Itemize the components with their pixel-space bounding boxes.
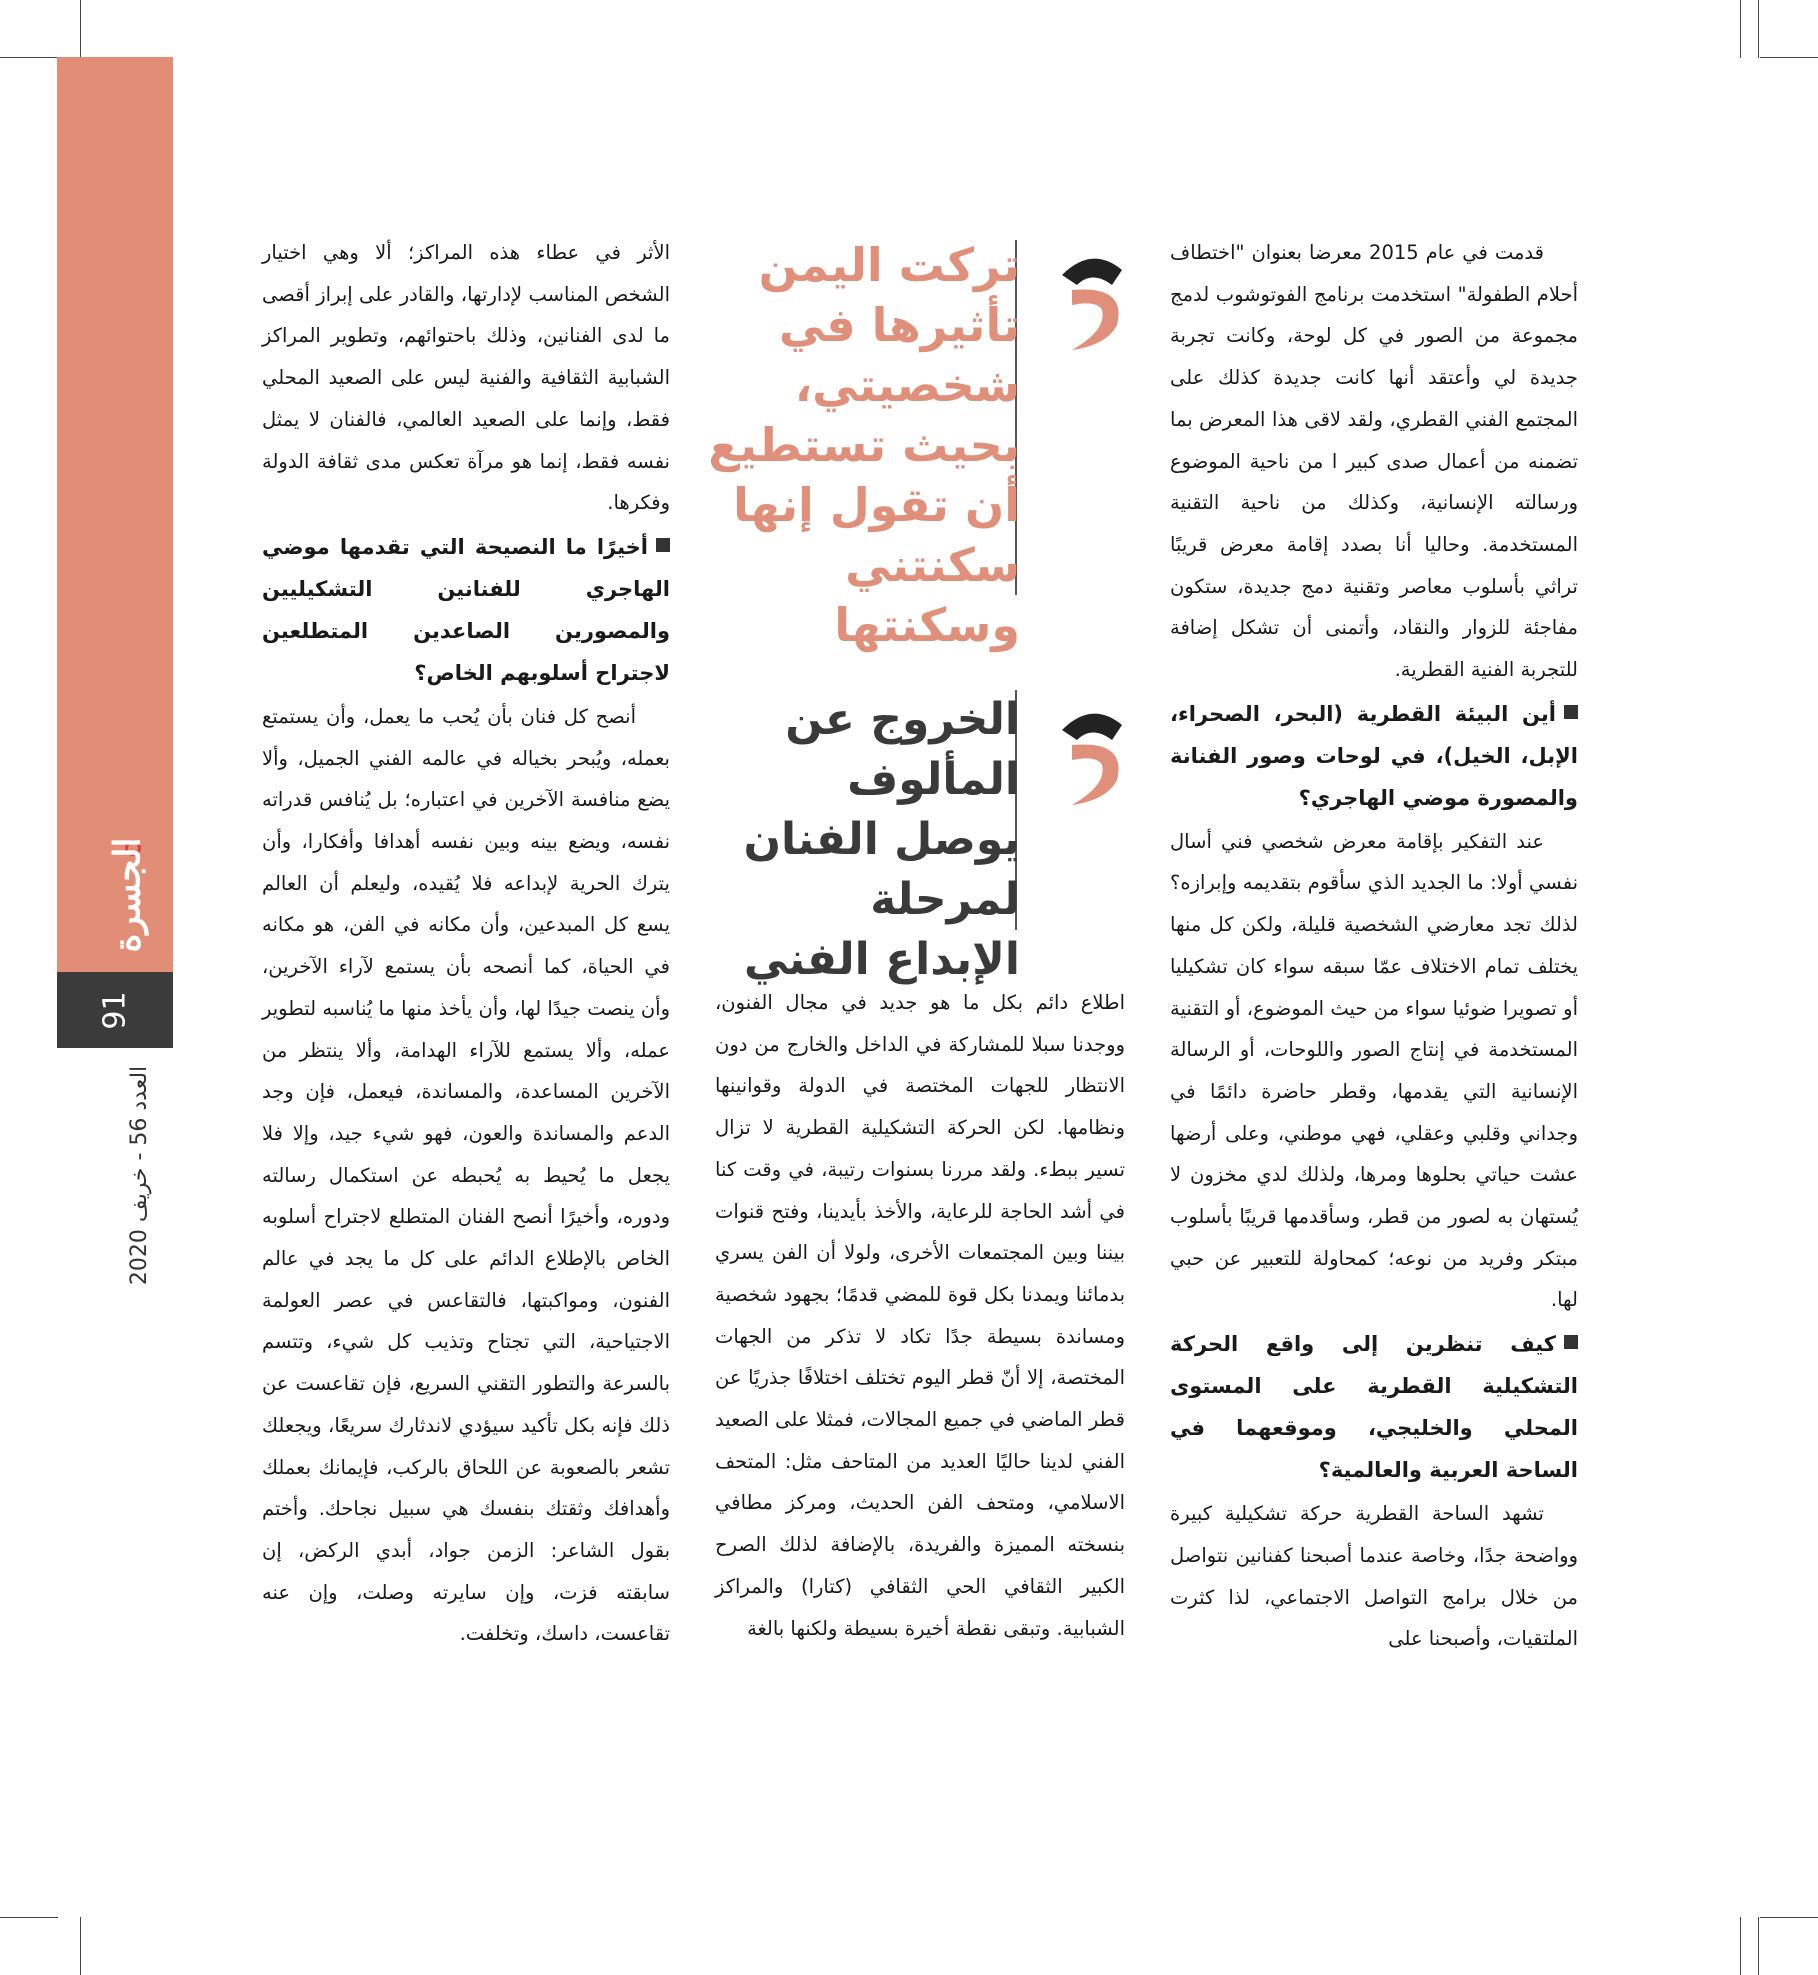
page-number-box [57, 972, 173, 1048]
question-text: أخيرًا ما النصيحة التي تقدمها موضي الهاجري للفنانين التشكيليين والمصورين الصاعدين المتطلعين لاجتراح أسلوبهم الخاص؟ [262, 534, 670, 685]
page-number: 91 [97, 990, 133, 1030]
left-paragraph-1: الأثر في عطاء هذه المراكز؛ ألا وهي اختيار الشخص المناسب لإدارتها، والقادر على إبراز أقصى ما لدى الفنانين، وذلك باحتوائهم، وتطوير المراكز الشبابية الثقافية والفنية ليس على الصعيد المحلي فقط، وإنما على الصعيد العالمي، فالفنان لا يمثل نفسه فقط، إنما هو مرآة تعكس مدى ثقافة الدولة وفكرها. [262, 241, 670, 515]
right-paragraph-3: تشهد الساحة القطرية حركة تشكيلية كبيرة وواضحة جدًا، وخاصة عندما أصبحنا كفنانين نتواصل من خلال برامج التواصل الاجتماعي، لذا كثرت الملتقيات، وأصبحنا على [1170, 1502, 1578, 1651]
crop-mark [80, 0, 81, 58]
crop-mark [1740, 0, 1741, 58]
logo-text: الجسرة [107, 837, 149, 953]
question-text: كيف تنظرين إلى واقع الحركة التشكيلية القطرية على المستوى المحلي والخليجي، وموقعهما في الساحة العربية والعالمية؟ [1170, 1332, 1578, 1483]
bullet-square-icon [1564, 705, 1578, 719]
question-text: أين البيئة القطرية (البحر، الصحراء، الإبل، الخيل)، في لوحات وصور الفنانة والمصورة موضي الهاجري؟ [1170, 701, 1578, 810]
crop-mark [80, 1917, 81, 1975]
crop-mark [1760, 57, 1818, 58]
middle-column [715, 982, 1125, 1649]
crop-mark [1740, 1917, 1741, 1975]
pull-quote-2: الخروج عن المألوف يوصل الفنان لمرحلة الإبداع الفني [743, 694, 1020, 985]
question-heading-2 [1170, 1323, 1578, 1491]
crop-mark [1758, 1917, 1759, 1975]
bullet-square-icon [656, 538, 670, 552]
question-heading-3 [262, 526, 670, 694]
crop-mark [0, 57, 58, 58]
left-paragraph-2: أنصح كل فنان بأن يُحب ما يعمل، وأن يستمتع بعمله، ويُبحر بخياله في عالمه الفني الجميل، وألا يضع منافسة الآخرين في اعتباره؛ بل يُنافس قدراته نفسه، ويضع بينه وبين نفسه أهدافا وأفكارا، وأن يترك الحرية لإبداعه فلا يُقيده، وليعلم أن العالم يسع كل المبدعين، وأن مكانه في الفن، هو مكانه في الحياة، كما أنصحه بأن يستمع لآراء الآخرين، وأن ينصت جيدًا لها، وأن يأخذ منها ما يُناسبه لتطوير عمله، وألا يستمع للآراء الهدامة، وألا ينتظر من الآخرين المساعدة، والمساندة، فيعمل، فإن وجد الدعم والمساندة والعون، فهو شيء جيد، وإلا فلا يجعل ما يُحيط به يُحبطه عن استكمال رسالته ودوره، وأخيرًا أنصح الفنان المتطلع لاجتراح أسلوبه الخاص بالإطلاع الدائم على كل ما يجد في عالم الفنون، ومواكبتها، فالتقاعس في عصر العولمة الاجتياحية، التي تجتاح وتذيب كل شيء، وتتسم بالسرعة والتطور التقني السريع، فإن تقاعست عن ذلك فإنه بكل تأكيد سيؤدي لاندثارك سريعًا، ويجعلك تشعر بالصعوبة عن اللحاق بالركب، فإيمانك بعملك وأهدافك وثقتك بنفسك هي سبيل نجاحك. وأختم بقول الشاعر: الزمن جواد، أبدي الركض، إن سابقته فزت، وإن سايرته وصلت، وإن عنه تقاعست، داسك، وتخلفت. [262, 704, 670, 1646]
right-paragraph-1: قدمت في عام 2015 معرضا بعنوان "اختطاف أحلام الطفولة" استخدمت برنامج الفوتوشوب لدمج مجموعة من الصور في كل لوحة، وكانت تجربة جديدة لي وأعتقد أنها كانت جديدة كذلك على المجتمع الفني القطري، ولقد لاقى هذا المعرض بما تضمنه من أعمال صدى كبير ا من ناحية الموضوع ورسالته الإنسانية، وكذلك من ناحية التقنية المستخدمة. وحاليا أنا بصدد إقامة معرض قريبًا تراثي بأسلوب معاصر وتقنية دمج جديدة، ستكون مفاجئة للزوار والنقاد، وأتمنى أن تشكل إضافة للتجربة الفنية القطرية. [1170, 241, 1578, 682]
bullet-square-icon [1564, 1335, 1578, 1349]
crop-mark [1760, 1917, 1818, 1918]
crop-mark [0, 1917, 58, 1918]
left-column [262, 232, 670, 1655]
right-column [1170, 232, 1578, 1660]
question-heading-1 [1170, 693, 1578, 819]
pull-quote-1: تركت اليمن تأثيرها في شخصيتي، بحيث تستطيع أن تقول إنها سكنتني وسكنتها [708, 238, 1020, 652]
issue-label: العدد 56 - خريف 2020 [127, 1065, 153, 1285]
crop-mark [1758, 0, 1759, 58]
quote-mark-icon [1052, 700, 1132, 810]
middle-paragraph-1: اطلاع دائم بكل ما هو جديد في مجال الفنون، ووجدنا سبلا للمشاركة في الداخل والخارج من دون الانتظار للجهات المختصة في الدولة وقوانينها ونظامها. لكن الحركة التشكيلية القطرية لا تزال تسير ببطء. ولقد مررنا بسنوات رتيبة، في وقت كنا في أشد الحاجة للرعاية، والأخذ بأيدينا، وفتح قنوات بيننا وبين المجتمعات الأخرى، ولولا أن الفن يسري بدمائنا ويمدنا بكل قوة للمضي قدمًا؛ بجهود شخصية ومساندة بسيطة جدًا تكاد لا تذكر من الجهات المختصة، إلا أنّ قطر اليوم تختلف اختلافًا جذريًا عن قطر الماضي في جميع المجالات، فمثلا على الصعيد الفني لدينا حاليًا العديد من المتاحف مثل: المتحف الاسلامي، ومتحف الفن الحديث، ومركز مطافي بنسخته المميزة والفريدة، بالإضافة لذلك الصرح الكبير الثقافي الحي الثقافي (كتارا) والمراكز الشبابية. وتبقى نقطة أخيرة بسيطة ولكنها بالغة [715, 991, 1125, 1640]
magazine-logo [98, 830, 158, 960]
issue-label-box [120, 1060, 160, 1290]
quote-mark-icon [1052, 245, 1132, 355]
right-paragraph-2: عند التفكير بإقامة معرض شخصي فني أسال نفسي أولا: ما الجديد الذي سأقوم بتقديمه وإبرازه؟ لذلك تجد معارضي الشخصية قليلة، ولكن كل منها يختلف تمام الاختلاف عمّا سبقه سواء كان تشكيليا أو تصويرا ضوئيا سواء من حيث الموضوع، أو التقنية المستخدمة في إنتاج الصور واللوحات، أو الرسالة الإنسانية التي يقدمها، وقطر حاضرة دائمًا في وجداني وقلبي وعقلي، فهي موطني، وعلى أرضها عشت حياتي بحلوها ومرها، ولذلك لدي مخزون لا يُستهان به لصور من قطر، وسأقدمها قريبًا بأسلوب مبتكر وفريد من نوعه؛ كمحاولة للتعبير عن حبي لها. [1170, 829, 1578, 1312]
